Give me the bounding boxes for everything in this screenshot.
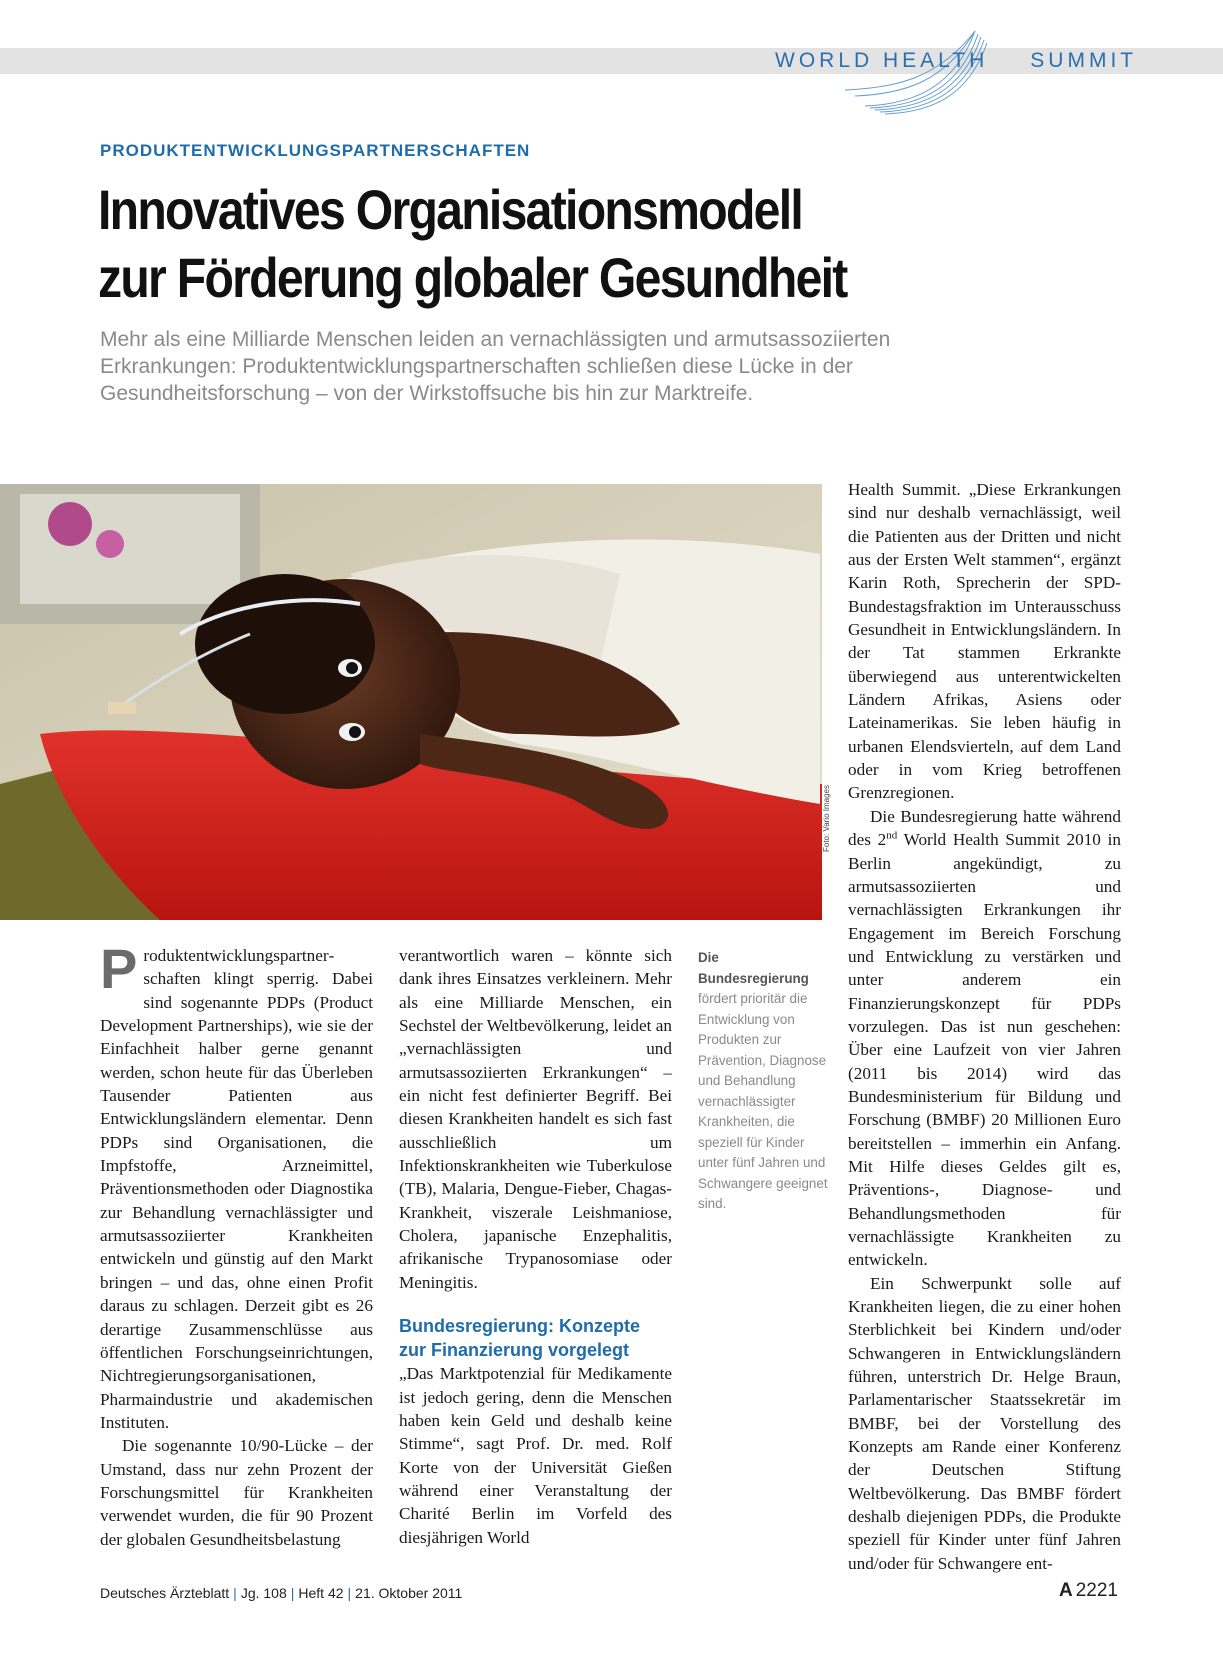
column-1 [100, 937, 373, 1551]
page-prefix: A [1058, 1580, 1073, 1601]
col1-paragraph-2: Die sogenannte 10/90-Lücke – der Umstand, dass nur zehn Prozent der Forschungsmittel für Krankheiten verwendet wurden, die für 90 Prozent der globalen Gesundheitsbelastung [100, 1436, 373, 1549]
margin-note [698, 948, 828, 1215]
subhead-line-2: zur Finanzierung vorgelegt [399, 1340, 630, 1361]
page-number [1059, 1580, 1118, 1602]
section-subhead [399, 1314, 672, 1362]
page-number-value: 2221 [1075, 1580, 1118, 1601]
col2-paragraph-2: „Das Marktpotenzial für Medikamente ist jedoch gering, denn die Menschen haben kein Geld und deshalb keine Stimme“, sagt Prof. Dr. med. Rolf Korte von der Universität Gießen während einer Veranstaltung der Charité Berlin im Vorfeld des diesjährigen World [399, 1364, 672, 1547]
journal-name: Deutsches Ärzteblatt [100, 1585, 230, 1601]
col3-p2-rest: World Health Summit 2010 in Berlin angekündigt, zu armutsassoziierten und vernachlässigten Erkrankungen ihr Engagement im Bereich Forschung und Entwicklung zu verstärken und unter anderem ein Finanzierungskonzept für PDPs vorzulegen. Das ist nun geschehen: Über eine Laufzeit von vier Jahren (2011 bis 2014) wird das Bundesministerium für Bildung und Forschung (BMBF) 20 Millionen Euro bereitstellen – immerhin ein Anfang. Mit Hilfe dieses Geldes gilt es, Präventions-, Diagnose- und Behandlungsmethoden für vernachlässigte Krankheiten zu entwickeln. [848, 830, 1121, 1270]
summit-swoosh-logo [845, 26, 1030, 126]
article-photo [0, 484, 822, 920]
col3-p2-sup: nd [886, 829, 898, 842]
article-lead [100, 326, 1000, 407]
issue-date: 21. Oktober 2011 [355, 1585, 463, 1601]
col3-p2-start: Die Bundesregierung hatte während des 2 [848, 806, 1121, 850]
title-line-2: zur Förderung globaler Gesundheit [98, 246, 847, 309]
col3-paragraph-2 [848, 805, 1121, 1272]
volume: Jg. 108 [240, 1585, 287, 1601]
brand-left: WORLD HEALTH [775, 49, 989, 72]
brand-logo [775, 48, 1137, 74]
col1-paragraph-1: roduktentwicklungspartnerschaften klingt sperrig. Dabei sind sogenannte PDPs (Product Development Partnerships), wie sie der Einfachheit halber gerne genannt werden, schon heute für das Überleben Tausender Patienten aus Entwicklungsländern elementar. Denn PDPs sind Organisationen, die Impfstoffe, Arzneimittel, Präventionsmethoden oder Diagnostika zur Behandlung vernachlässigter und armutsassoziierter Krankheiten entwickeln und günstig auf den Markt bringen – und das, ohne einen Profit daraus zu schlagen. Derzeit gibt es 26 derartige Zusammenschlüsse aus öffentlichen Forschungseinrichtungen, Nichtregierungsorganisationen, Pharmaindustrie und akademischen Instituten. [100, 946, 373, 1432]
footer-citation: Deutsches Ärzteblatt | Jg. 108 | Heft 42 | 21. Oktober 2011 [100, 1585, 463, 1601]
column-2 [399, 944, 672, 1549]
photo-credit: Foto: Vario Images [822, 785, 831, 852]
title-line-1: Innovatives Organisationsmodell [98, 178, 803, 241]
margin-note-text: fördert prioritär die Entwicklung von Produkten zur Prävention, Diagnose und Behandlung vernachlässigter Krankheiten, die speziell für Kinder unter fünf Jahren und Schwangere geeignet sind. [698, 991, 828, 1211]
brand-right: SUMMIT [1030, 49, 1138, 72]
article-title [98, 176, 958, 312]
col2-paragraph-1: verantwortlich waren – könnte sich dank ihres Einsatzes verkleinern. Mehr als eine Milliarde Menschen, ein Sechstel der Weltbevölkerung, leidet an „vernachlässigten und armutsassoziierten Erkrankungen“ – ein nicht fest definierter Begriff. Bei diesen Krankheiten handelt es sich fast ausschließlich um Infektionskrankheiten wie Tuberkulose (TB), Malaria, Dengue-Fieber, Chagas-Krankheit, viszerale Leishmaniose, Cholera, japanische Enzephalitis, afrikanische Trypanosomiase oder Meningitis. [399, 946, 672, 1292]
issue: Heft 42 [298, 1585, 344, 1601]
subhead-line-1: Bundesregierung: Konzepte [399, 1316, 641, 1337]
margin-note-bold: Die Bundesregierung [698, 950, 809, 986]
kicker: PRODUKTENTWICKLUNGSPARTNERSCHAFTEN [100, 141, 531, 160]
child-photo-illustration [0, 484, 822, 920]
lead-line-2: Erkrankungen: Produktentwicklungspartnerschaften schließen diese Lücke in der [100, 355, 853, 378]
column-3 [848, 478, 1121, 1575]
lead-line-3: Gesundheitsforschung – von der Wirkstoffsuche bis hin zur Marktreife. [100, 382, 754, 405]
lead-line-1: Mehr als eine Milliarde Menschen leiden an vernachlässigten und armutsassoziierten [100, 328, 891, 351]
dropcap: P [100, 937, 138, 1000]
col3-paragraph-1: Health Summit. „Diese Erkrankungen sind nur deshalb vernachlässigt, weil die Patienten aus der Dritten und nicht aus der Ersten Welt stammen“, ergänzt Karin Roth, Sprecherin der SPD-Bundestagsfraktion im Unterausschuss Gesundheit in Entwicklungsländern. In der Tat stammen Erkrankte überwiegend aus unterentwickelten Ländern Afrikas, Asiens oder Lateinamerikas. Sie leben häufig in urbanen Elendsvierteln, auf dem Land oder in vom Krieg betroffenen Grenzregionen. [848, 480, 1121, 803]
col3-paragraph-3: Ein Schwerpunkt solle auf Krankheiten liegen, die zu einer hohen Sterblichkeit bei Kindern und/oder Schwangeren in Entwicklungsländern führen, unterstrich Dr. Helge Braun, Parlamentarischer Staatssekretär im BMBF, bei der Vorstellung des Konzepts am Rande einer Konferenz der Deutschen Stiftung Weltbevölkerung. Das BMBF fördert deshalb diejenigen PDPs, die Produkte speziell für Kinder unter fünf Jahren und/oder für Schwangere ent- [848, 1273, 1121, 1573]
